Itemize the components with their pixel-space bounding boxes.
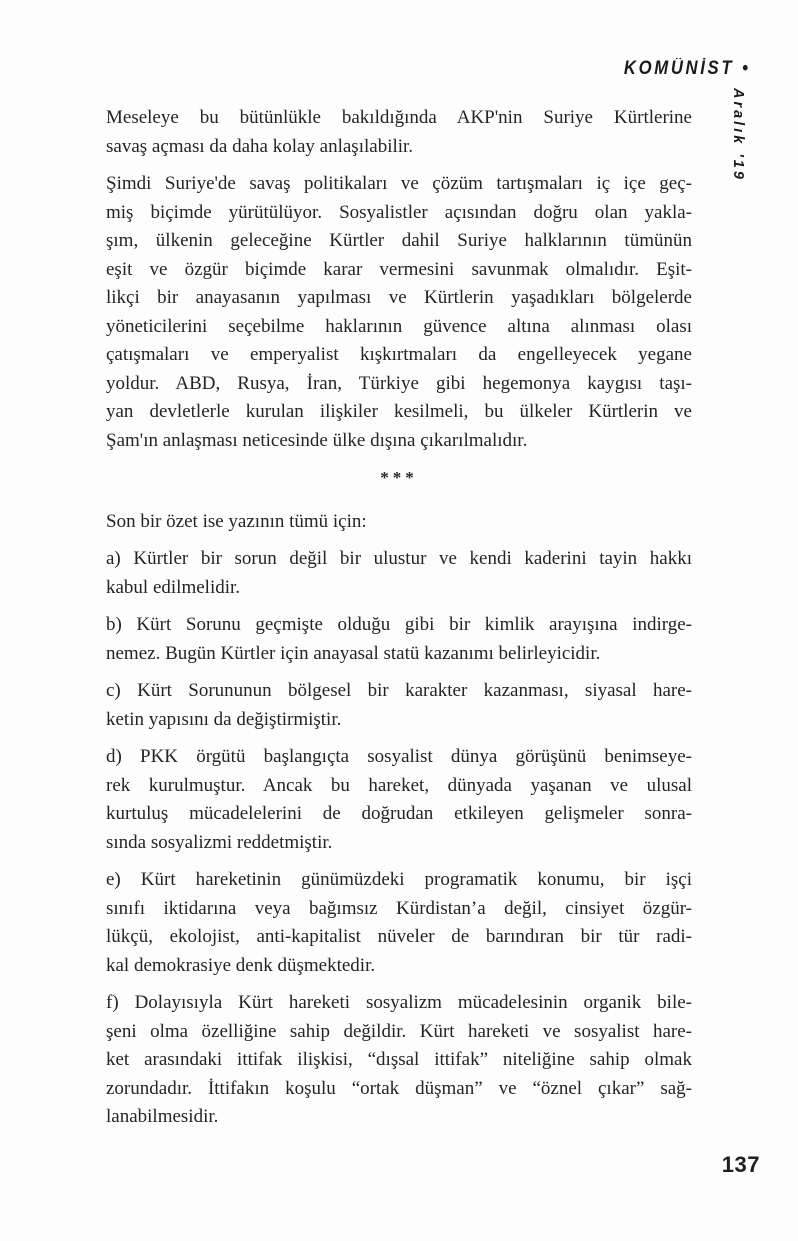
- paragraph: [106, 611, 692, 668]
- text-line: Şimdi Suriye'de savaş politikaları ve çözüm tartışmaları iç içe geç-: [106, 173, 692, 194]
- header-bullet: •: [742, 58, 748, 79]
- text-line: savaş açması da daha kolay anlaşılabilir.: [106, 135, 414, 157]
- section-divider: [106, 464, 692, 493]
- text-line: yan devletlerle kurulan ilişkiler kesilmeli, bu ülkeler Kürtlerin ve: [106, 401, 692, 422]
- text-line: yöneticilerini seçebilme haklarının güvence altına alınması olası: [106, 315, 692, 337]
- text-line: nemez. Bugün Kürtler için anayasal statü kazanımı belirleyicidir.: [106, 642, 601, 664]
- text-line: Meseleye bu bütünlükle bakıldığında AKP'nin Suriye Kürtlerine: [106, 107, 692, 128]
- issue-date-vertical: Aralık '19: [730, 88, 746, 182]
- paragraph: [106, 866, 692, 980]
- text-line: likçi bir anayasanın yapılması ve Kürtlerin yaşadıkları bölgelerde: [106, 287, 692, 308]
- page-header: [624, 58, 748, 80]
- text-line: Son bir özet ise yazının tümü için:: [106, 510, 367, 532]
- text-line: ketin yapısını da değiştirmiştir.: [106, 708, 342, 730]
- text-line: çatışmaları ve emperyalist kışkırtmaları da engelleyecek yegane: [106, 344, 692, 365]
- text-line: şeni olma özelliğine sahip değildir. Kürt hareketi ve sosyalist hare-: [106, 1020, 692, 1042]
- divider-asterisks: ***: [380, 468, 418, 487]
- text-line: zorundadır. İttifakın koşulu “ortak düşman” ve “öznel çıkar” sağ-: [106, 1077, 692, 1099]
- text-line: c) Kürt Sorununun bölgesel bir karakter kazanması, siyasal hare-: [106, 680, 692, 701]
- page-number: 137: [721, 1152, 760, 1177]
- text-line: f) Dolayısıyla Kürt hareketi sosyalizm mücadelesinin organik bile-: [106, 992, 692, 1013]
- text-line: d) PKK örgütü başlangıçta sosyalist dünya görüşünü benimseye-: [106, 746, 692, 767]
- text-line: yoldur. ABD, Rusya, İran, Türkiye gibi hegemonya kaygısı taşı-: [106, 372, 692, 394]
- paragraph: [106, 170, 692, 455]
- paragraph: [106, 743, 692, 857]
- text-line: kabul edilmelidir.: [106, 576, 241, 598]
- paragraph: [106, 677, 692, 734]
- text-line: b) Kürt Sorunu geçmişte olduğu gibi bir kimlik arayışına indirge-: [106, 614, 692, 635]
- journal-title: KOMÜNİST: [623, 58, 735, 79]
- text-line: rek kurulmuştur. Ancak bu hareket, dünyada yaşanan ve ulusal: [106, 774, 692, 796]
- text-line: kurtuluş mücadelelerini de doğrudan etkileyen gelişmeler sonra-: [106, 803, 692, 824]
- paragraph: [106, 545, 692, 602]
- text-line: miş biçimde yürütülüyor. Sosyalistler açısından doğru olan yakla-: [106, 201, 692, 223]
- paragraph: [106, 508, 692, 537]
- article-body: [106, 104, 692, 1141]
- text-line: kal demokrasiye denk düşmektedir.: [106, 954, 376, 976]
- text-line: lanabilmesidir.: [106, 1106, 219, 1127]
- text-line: sınıfı iktidarına veya bağımsız Kürdistan’a değil, cinsiyet özgür-: [106, 897, 692, 919]
- text-line: sında sosyalizmi reddetmiştir.: [106, 831, 333, 853]
- text-line: e) Kürt hareketinin günümüzdeki programatik konumu, bir işçi: [106, 869, 692, 890]
- text-line: eşit ve özgür biçimde karar vermesini savunmak olmalıdır. Eşit-: [106, 258, 692, 280]
- paragraph: [106, 104, 692, 161]
- text-line: lükçü, ekolojist, anti-kapitalist nüveler de barındıran bir tür radi-: [106, 926, 692, 947]
- text-line: Şam'ın anlaşması neticesinde ülke dışına çıkarılmalıdır.: [106, 429, 528, 451]
- text-line: a) Kürtler bir sorun değil bir ulustur ve kendi kaderini tayin hakkı: [106, 548, 692, 569]
- text-line: ket arasındaki ittifak ilişkisi, “dışsal ittifak” niteliğine sahip olmak: [106, 1049, 692, 1070]
- paragraph: [106, 989, 692, 1132]
- text-line: şım, ülkenin geleceğine Kürtler dahil Suriye halklarının tümünün: [106, 230, 692, 251]
